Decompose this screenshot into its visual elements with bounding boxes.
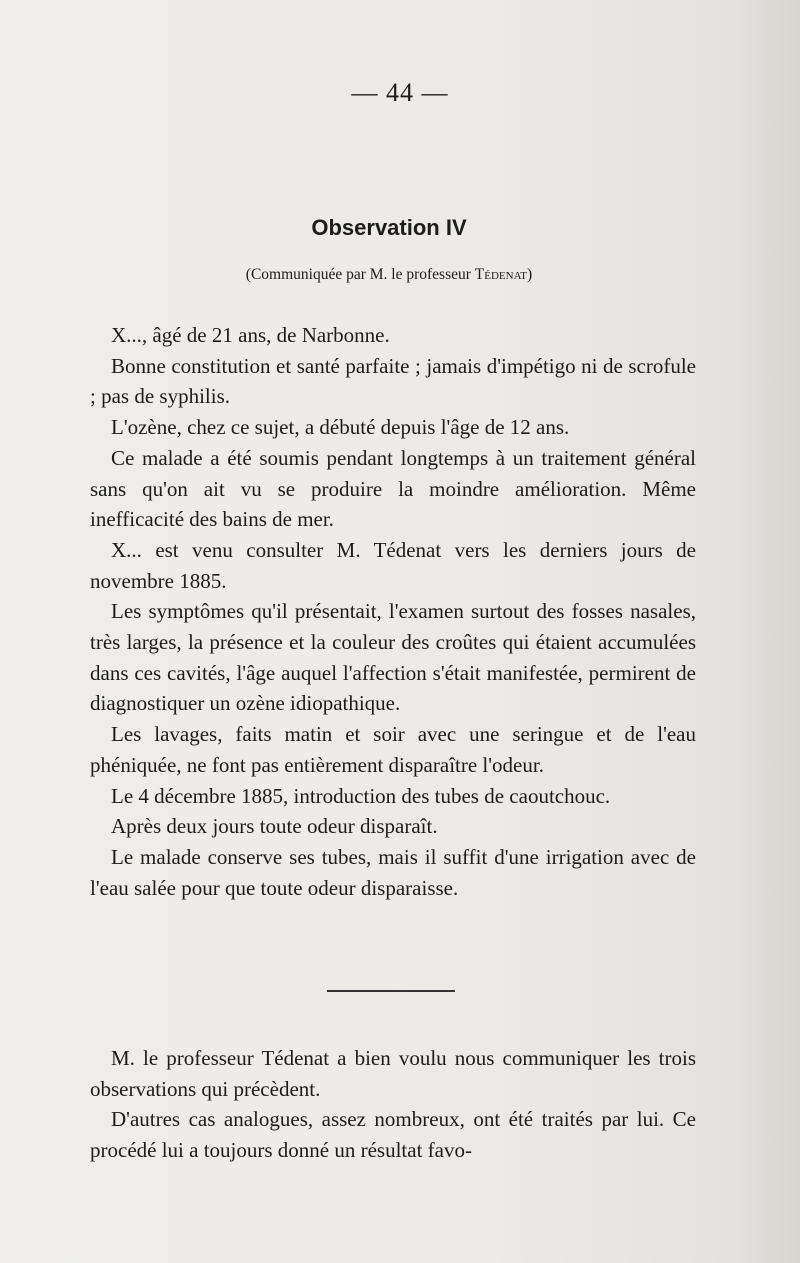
paragraph-symptoms: Les symptômes qu'il présentait, l'examen surtout des fosses nasales, très larges, la présence et la couleur des croûtes qui étaient accumulées dans ces cavités, l'âge auquel l'affection s'était manifestée, permirent de diagnostiquer un ozène idiopathique. [90,599,696,716]
paragraph-treatment: Ce malade a été soumis pendant longtemps à un traitement général sans qu'on ait vu se produire la moindre amélioration. Même inefficacité des bains de mer. [90,445,696,532]
paragraph-onset: L'ozène, chez ce sujet, a débuté depuis l'âge de 12 ans. [111,415,570,440]
paragraph-other-cases: D'autres cas analogues, assez nombreux, ont été traités par lui. Ce procédé lui a toujours donné un résultat favo- [90,1107,696,1163]
attribution-suffix: ) [527,266,533,283]
paragraph-acknowledgement: M. le professeur Tédenat a bien voulu nous communiquer les trois observations qui précèdent. [90,1046,696,1101]
attribution-prefix: (Communiquée par M. le professeur [245,266,475,283]
paragraph-consultation: X... est venu consulter M. Tédenat vers les derniers jours de novembre 1885. [90,537,696,593]
observation-body [90,320,696,903]
section-divider [327,990,455,992]
paragraph-conclusion: Le malade conserve ses tubes, mais il suffit d'une irrigation avec de l'eau salée pour que toute odeur disparaisse. [90,844,696,900]
paragraph-lavages: Les lavages, faits matin et soir avec une seringue et de l'eau phéniquée, ne font pas entièrement disparaître l'odeur. [90,722,696,777]
closing-body [90,1043,696,1166]
paragraph-tubes: Le 4 décembre 1885, introduction des tubes de caoutchouc. [111,783,611,808]
attribution-name: Tédenat [474,266,528,283]
paragraph-result: Après deux jours toute odeur disparaît. [111,814,438,839]
observation-heading: Observation IV [311,215,467,240]
page-number: — 44 — [351,78,449,107]
paragraph-history: Bonne constitution et santé parfaite ; jamais d'impétigo ni de scrofule ; pas de syphilis. [90,353,696,409]
observation-attribution [0,266,778,284]
paragraph-patient: X..., âgé de 21 ans, de Narbonne. [111,323,390,347]
